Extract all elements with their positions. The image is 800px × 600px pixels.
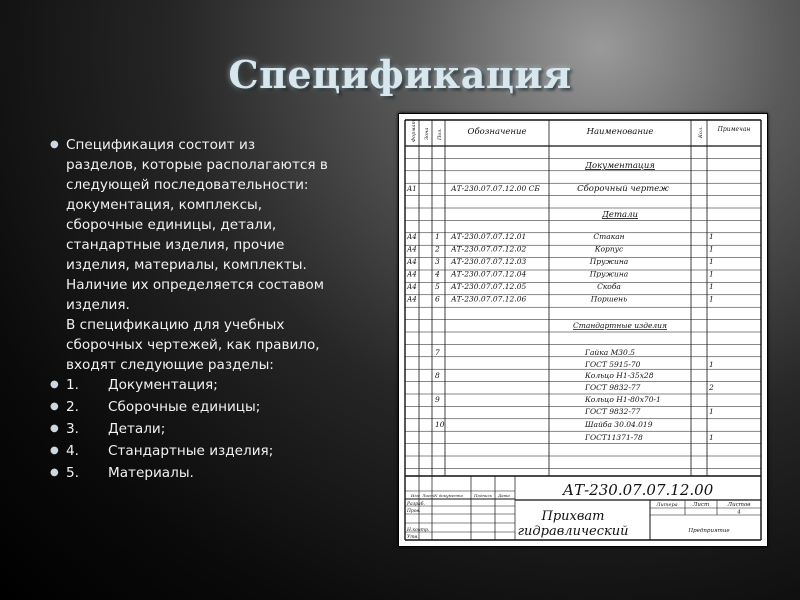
header-qty: Кол. [698,126,704,138]
specification-table [399,114,767,546]
bullet-icon: ● [50,401,59,412]
cell-qty: 1 [709,360,714,369]
list-item-number: 3. [66,421,79,437]
list-item [50,397,390,419]
section-standard: Стандартные изделия [573,321,667,330]
drawing-code: АТ-230.07.07.12.00 [562,481,714,499]
specification-drawing [398,113,768,547]
cell-pos: 8 [435,371,440,380]
cell-pos: 9 [435,395,440,404]
header-zone: Зона [424,127,430,140]
cell-format: А4 [407,270,417,279]
list-item [50,419,390,441]
title-block-label: Разраб. [407,502,425,507]
cell-format: А4 [407,283,417,291]
title-block-label: Н.контр. [407,528,430,533]
cell-qty: 1 [709,232,714,241]
cell-pos: 7 [435,348,440,357]
drawing-name: гидравлический [517,524,629,539]
title-block-label: Предприятие [688,528,730,534]
cell-name: Поршень [590,294,628,304]
title-block-value: 4 [737,509,741,516]
title-block-label: Лист [422,493,434,498]
cell-qty: 1 [709,269,714,279]
title-block-label: Утв. [407,535,419,540]
cell-name: ГОСТ 9832-77 [585,407,641,416]
cell-pos: 4 [435,269,440,279]
title-block-label: Дата [498,493,510,498]
cell-name: Кольцо Н1-80х70-1 [585,395,661,404]
cell-name: Стакан [593,232,625,241]
cell-name: Скоба [597,282,621,291]
header-pos: Поз. [437,128,443,140]
bullet-icon: ● [50,423,59,434]
cell-name: ГОСТ 5915-70 [585,360,641,369]
cell-name: Шайба 30.04.019 [585,420,653,429]
cell-name: Пружина [589,257,629,266]
cell-name: ГОСТ11371-78 [585,433,643,442]
bullet-icon: ● [50,139,59,150]
cell-qty: 1 [709,282,714,291]
header-format: Формат [411,119,417,142]
header-name: Наименование [586,127,654,137]
cell-designation: АТ-230.07.07.12.06 [451,294,527,304]
cell-designation: АТ-230.07.07.12.01 [451,232,527,241]
list-item-label: Стандартные изделия; [108,443,274,459]
cell-pos: 5 [435,282,440,291]
slide-title: Спецификация [228,52,572,97]
list-item-label: Детали; [108,421,166,437]
cell-pos: 3 [435,257,440,266]
cell-name: Сборочный чертеж [577,184,669,194]
cell-name: Корпус [594,244,624,254]
bullet-icon: ● [50,445,59,456]
cell-qty: 1 [709,407,714,416]
cell-designation: АТ-230.07.07.12.00 СБ [451,184,540,193]
list-item-number: 4. [66,443,79,459]
intro-paragraph [50,135,390,375]
drawing-name: Прихват [541,509,605,524]
text-block [50,135,390,485]
list-item-number: 5. [66,465,79,481]
list-item-number: 1. [66,377,79,393]
list-item-label: Материалы. [108,465,194,481]
title-block-label: Листов [727,502,751,508]
cell-name: ГОСТ 9832-77 [585,383,641,392]
list-item [50,441,390,463]
cell-name: Кольцо Н1-35х28 [585,371,654,380]
list-item [50,463,390,485]
cell-pos: 2 [435,244,440,254]
cell-format: А4 [407,233,417,241]
list-item [50,375,390,397]
cell-format: А4 [407,245,417,254]
list-item-label: Сборочные единицы; [108,399,261,415]
cell-qty: 1 [709,433,714,442]
title-block-label: Литера [656,502,678,508]
list-item-label: Документация; [108,377,218,393]
cell-format: А4 [407,295,417,304]
cell-qty: 1 [709,244,714,254]
cell-designation: АТ-230.07.07.12.05 [451,282,527,291]
cell-format: А4 [407,258,417,266]
title-block-label: Изм [411,493,420,498]
cell-pos: 6 [435,294,440,304]
header-designation: Обозначение [467,127,527,137]
bullet-icon: ● [50,379,59,390]
title-block-label: Пров. [407,509,421,514]
cell-qty: 1 [709,257,714,266]
section-docs: Документация [585,161,655,171]
intro-text: Спецификация состоит из разделов, которые располагаются в следующей последовательности: документация, комплексы, сборочные единицы, детали, стандартные изделия, прочие изделия, материалы, комплекты. Наличие их определяется составом изделия. В спецификацию для учебных сборочных чертежей, как правило, входят следующие разделы: [66,137,328,373]
cell-qty: 2 [709,383,714,392]
cell-qty: 1 [709,294,714,304]
sections-list [50,375,390,485]
list-item-number: 2. [66,399,79,415]
cell-designation: АТ-230.07.07.12.02 [451,244,527,254]
title-block-label: Подпись [474,493,493,498]
title-block-label: N документа [434,493,463,498]
cell-name: Гайка М30.5 [585,348,635,357]
section-parts: Детали [602,210,638,220]
cell-name: Пружина [589,269,629,279]
cell-designation: АТ-230.07.07.12.04 [451,269,527,279]
title-block-label: Лист [692,502,710,508]
cell-designation: АТ-230.07.07.12.03 [451,257,527,266]
cell-format: А1 [407,185,417,193]
header-note: Примечан [717,126,751,133]
cell-pos: 10 [435,420,445,429]
cell-pos: 1 [435,232,440,241]
bullet-icon: ● [50,467,59,478]
